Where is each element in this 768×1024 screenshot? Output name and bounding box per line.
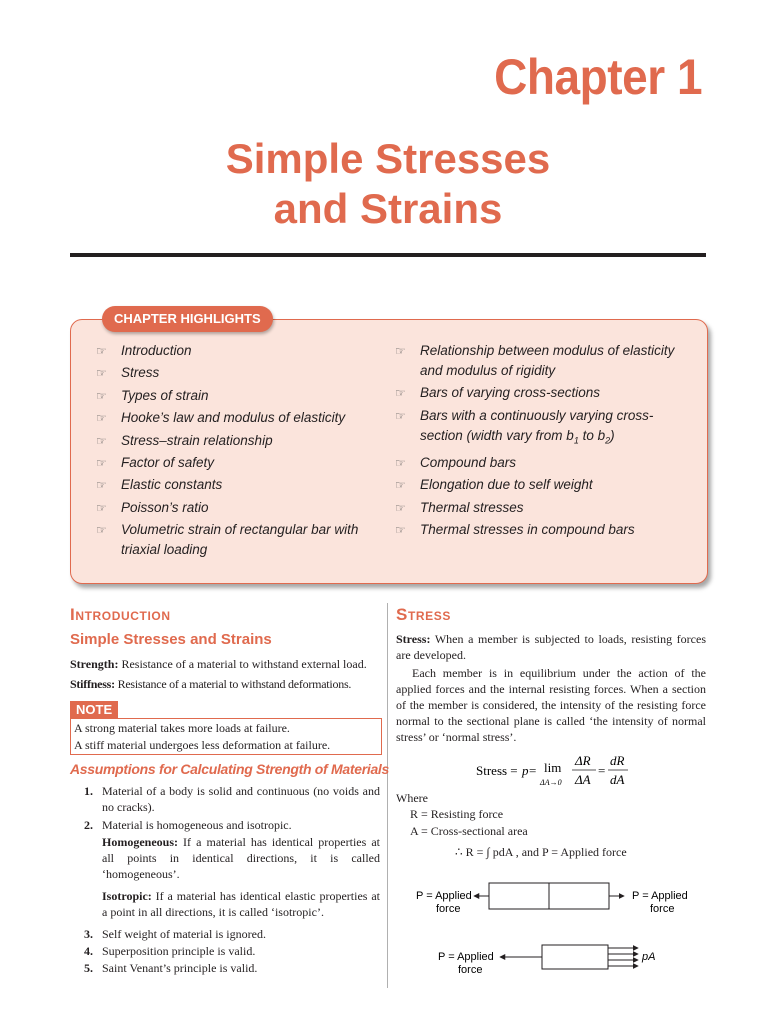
highlight-item: ☞ Thermal stresses — [395, 498, 685, 518]
highlight-item: ☞ Elongation due to self weight — [395, 475, 685, 495]
pointing-hand-icon: ☞ — [395, 478, 406, 493]
diagram-bar-lower — [542, 945, 608, 969]
assumption-isotropic: Isotropic: If a material has identical elastic properties at a point in all directions, it is called ‘isotropic’. — [102, 889, 380, 919]
highlight-item: ☞ Stress — [96, 363, 371, 383]
svg-text:=: = — [598, 763, 606, 778]
highlight-item: ☞ Introduction — [96, 341, 371, 361]
assumption-item: 4. Superposition principle is valid. — [84, 944, 256, 958]
chapter-highlights-tab: CHAPTER HIGHLIGHTS — [102, 306, 273, 332]
pointing-hand-icon: ☞ — [96, 478, 107, 493]
note-line: A stiff material undergoes less deformation at failure. — [74, 738, 331, 752]
pointing-hand-icon: ☞ — [395, 455, 406, 470]
highlight-item: ☞ Relationship between modulus of elasticity and modulus of rigidity — [395, 343, 675, 378]
pointing-hand-icon: ☞ — [395, 523, 406, 538]
pointing-hand-icon: ☞ — [395, 344, 406, 358]
highlight-item: ☞ Factor of safety — [96, 453, 371, 473]
introduction-heading: Introduction — [70, 605, 171, 624]
pointing-hand-icon: ☞ — [96, 366, 107, 381]
pointing-hand-icon: ☞ — [96, 411, 107, 426]
svg-text:Stress =: Stress = — [476, 763, 518, 778]
column-divider — [387, 603, 388, 988]
highlight-item: ☞ Types of strain — [96, 386, 371, 406]
where-a: A = Cross-sectional area — [410, 824, 528, 838]
title-rule — [70, 253, 706, 257]
pointing-hand-icon: ☞ — [96, 523, 107, 538]
highlights-list-right — [395, 341, 685, 542]
svg-text:ΔA: ΔA — [575, 772, 591, 787]
pointing-hand-icon: ☞ — [96, 433, 107, 448]
assumption-homogeneous: Homogeneous: If a material has identical properties at all points in identical directions, it is called ‘homogeneous’. — [102, 835, 380, 881]
svg-text:ΔA→0: ΔA→0 — [540, 778, 562, 787]
stiffness-definition: Stiffness: Resistance of a material to withstand deformations. — [70, 677, 352, 691]
diagram-label-right: P = Applied — [632, 890, 688, 902]
stress-heading: Stress — [396, 605, 451, 624]
assumption-item: 5. Saint Venant’s principle is valid. — [84, 961, 258, 975]
svg-text:lim: lim — [544, 760, 562, 775]
highlight-item: ☞ Thermal stresses in compound bars — [395, 520, 685, 540]
pointing-hand-icon: ☞ — [96, 500, 107, 515]
assumption-item: 3. Self weight of material is ignored. — [84, 927, 266, 941]
highlight-item: ☞ Compound bars — [395, 453, 685, 473]
diagram-label-lower: P = Applied — [438, 951, 494, 963]
stress-diagram — [396, 870, 706, 990]
svg-text:dR: dR — [610, 754, 625, 768]
highlight-item: ☞ Hooke’s law and modulus of elasticity — [96, 408, 371, 428]
highlight-item: ☞ Stress–strain relationship — [96, 431, 371, 451]
diagram-label-left-force: force — [436, 903, 461, 915]
resisting-force-integral: ∴ R = ∫ pdA , and P = Applied force — [455, 845, 627, 859]
highlight-item: ☞ Poisson’s ratio — [96, 498, 371, 518]
svg-text:dA: dA — [610, 772, 625, 787]
chapter-title — [70, 134, 706, 234]
highlight-item: ☞ Elastic constants — [96, 475, 371, 495]
pointing-hand-icon: ☞ — [395, 500, 406, 515]
where-r: R = Resisting force — [410, 807, 504, 821]
stress-paragraph: Each member is in equilibrium under the action of the applied forces and the internal resisting forces. When a section of the member is considered, the intensity of the resisting force normal to the sectional plane is called ‘the intensity of normal stress’ or ‘normal stress’. — [396, 666, 706, 744]
svg-text:ΔR: ΔR — [575, 754, 591, 768]
highlight-item: ☞ Bars of varying cross-sections — [395, 383, 685, 403]
assumption-item: 1. Material of a body is solid and continuous (no voids and no cracks). — [84, 784, 380, 814]
introduction-subheading: Simple Stresses and Strains — [70, 631, 272, 648]
where-label: Where — [396, 791, 428, 805]
chapter-number: Chapter 1 — [493, 49, 702, 105]
pointing-hand-icon: ☞ — [96, 344, 107, 358]
highlights-list-left — [96, 341, 371, 563]
pointing-hand-icon: ☞ — [96, 388, 107, 403]
stress-formula — [476, 754, 676, 790]
diagram-label-pa: pA — [642, 951, 656, 963]
chapter-title-line1: Simple Stresses — [225, 135, 551, 182]
svg-text:=: = — [529, 763, 537, 778]
pointing-hand-icon: ☞ — [96, 455, 107, 470]
highlight-item — [395, 406, 685, 451]
assumption-item: 2. Material is homogeneous and isotropic. — [84, 818, 292, 832]
note-label: NOTE — [70, 701, 118, 719]
diagram-label-left: P = Applied — [416, 890, 472, 902]
svg-text:p: p — [522, 763, 529, 778]
diagram-label-right-force: force — [650, 903, 675, 915]
highlight-varying-cross-section: Bars with a continuously varying cross-section (width vary from $b_1$ to $b_2$) — [420, 407, 654, 446]
highlight-item: ☞ Volumetric strain of rectangular bar with triaxial loading — [96, 522, 359, 558]
diagram-label-lower-force: force — [458, 964, 483, 976]
stress-definition: Stress: When a member is subjected to loads, resisting forces are developed. — [396, 632, 706, 662]
pointing-hand-icon: ☞ — [395, 408, 406, 423]
note-line: A strong material takes more loads at failure. — [74, 721, 290, 735]
pointing-hand-icon: ☞ — [395, 386, 406, 401]
chapter-title-line2: and Strains — [273, 185, 503, 232]
strength-definition: Strength: Resistance of a material to withstand external load. — [70, 657, 367, 671]
assumptions-heading: Assumptions for Calculating Strength of Materials — [70, 761, 390, 777]
